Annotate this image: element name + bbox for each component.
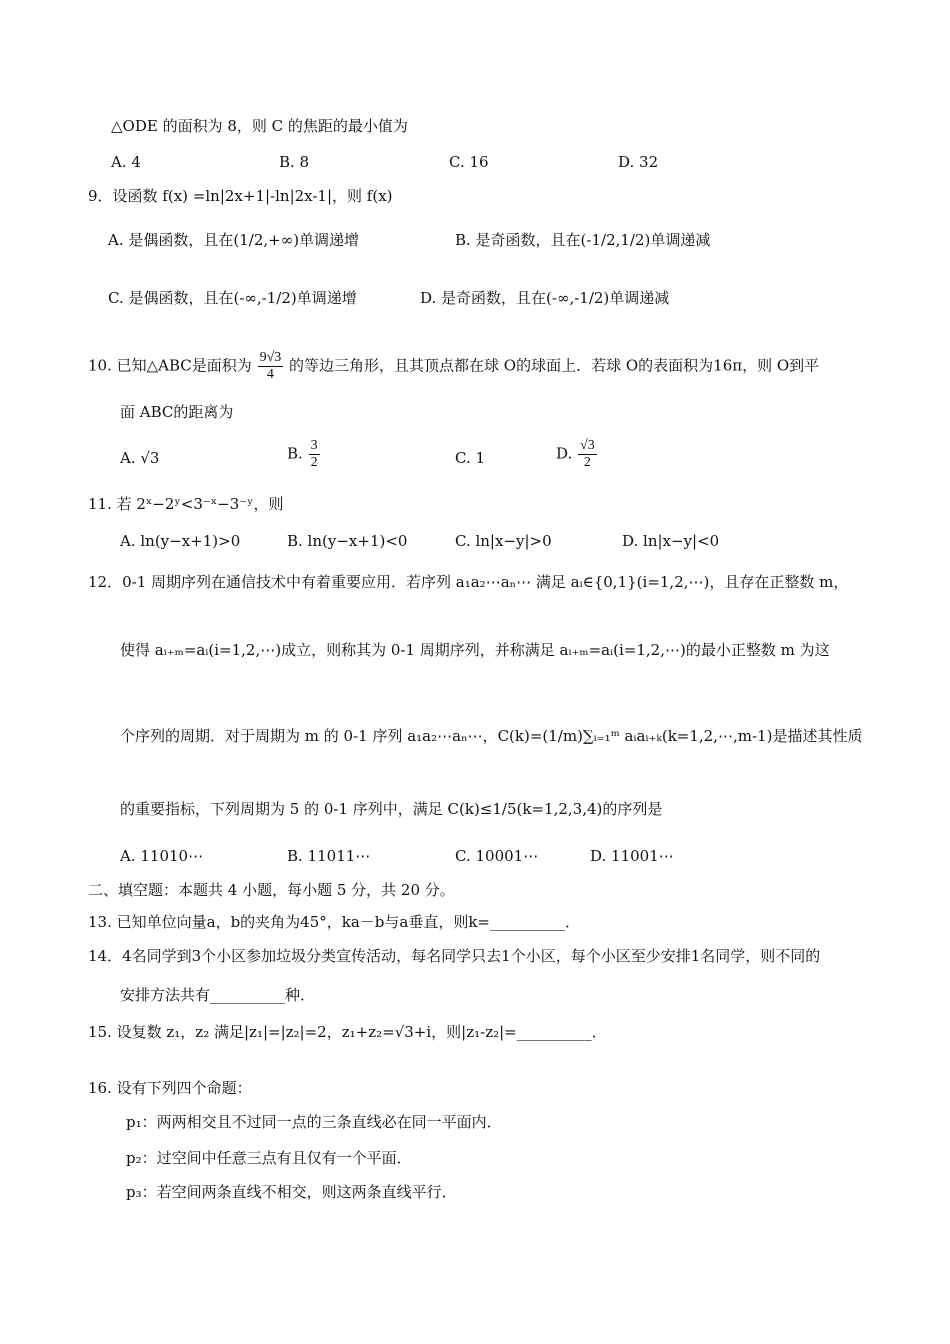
section2-heading: 二、填空题：本题共 4 小题，每小题 5 分，共 20 分。 — [88, 881, 455, 899]
q12-line4: 的重要指标，下列周期为 5 的 0-1 序列中，满足 C(k)≤1/5(k=1,2,3,4)的序列是 — [120, 800, 663, 818]
q9-stem: 9．设函数 f(x) =ln|2x+1|-ln|2x-1|，则 f(x) — [88, 187, 393, 205]
q11-stem: 11. 若 2ˣ−2ʸ<3⁻ˣ−3⁻ʸ，则 — [88, 495, 284, 513]
q16-p3: p₃：若空间两条直线不相交，则这两条直线平行． — [126, 1183, 457, 1201]
q10-stem-part-b: 的等边三角形，且其顶点都在球 O的球面上．若球 O的表面积为16π，则 O到平 — [289, 356, 820, 375]
q10-area-denominator: 4 — [266, 367, 274, 382]
q10-option-a: A. √3 — [120, 449, 160, 467]
q11-option-a: A. ln(y−x+1)>0 — [120, 532, 241, 550]
q11-option-d: D. ln|x−y|<0 — [622, 532, 720, 550]
q9-option-c: C. 是偶函数，且在(-∞,-1/2)单调递增 — [108, 289, 357, 307]
q10-option-d-label: D. — [556, 444, 573, 463]
q9-option-d: D. 是奇函数，且在(-∞,-1/2)单调递减 — [420, 289, 670, 307]
q12-line3: 个序列的周期．对于周期为 m 的 0-1 序列 a₁a₂⋯aₙ⋯，C(k)=(1/m)∑ᵢ₌₁ᵐ aᵢaᵢ₊ₖ(k=1,2,⋯,m-1)是描述其性质 — [120, 727, 863, 745]
q13-stem: 13. 已知单位向量a，b的夹角为45°，ka－b与a垂直，则k=__________． — [88, 913, 580, 931]
q12-option-c: C. 10001⋯ — [455, 847, 539, 865]
q9-option-a: A. 是偶函数，且在(1/2,+∞)单调递增 — [108, 231, 360, 249]
q10-area-numerator: 9√3 — [259, 350, 282, 365]
q10-option-d-fraction — [578, 438, 597, 471]
q10-option-d-numerator: √3 — [580, 438, 595, 453]
q10-option-b-label: B. — [287, 444, 303, 463]
q16-p2: p₂：过空间中任意三点有且仅有一个平面． — [126, 1149, 412, 1167]
q14-line1: 14．4名同学到3个小区参加垃圾分类宣传活动，每名同学只去1个小区，每个小区至少安排1名同学，则不同的 — [88, 947, 821, 965]
q10-option-b-denominator: 2 — [310, 455, 318, 470]
q10-stem-line1 — [88, 350, 819, 383]
q12-line1: 12．0-1 周期序列在通信技术中有着重要应用．若序列 a₁a₂⋯aₙ⋯ 满足 aᵢ∈{0,1}(i=1,2,⋯)，且存在正整数 m， — [88, 573, 849, 591]
q9-option-b: B. 是奇函数，且在(-1/2,1/2)单调递减 — [455, 231, 711, 249]
q14-line2: 安排方法共有__________种． — [120, 986, 316, 1004]
q8-stem-tail: △ODE 的面积为 8，则 C 的焦距的最小值为 — [111, 117, 408, 135]
q12-option-d: D. 11001⋯ — [590, 847, 674, 865]
q10-option-c: C. 1 — [455, 449, 486, 467]
q12-option-a: A. 11010⋯ — [120, 847, 204, 865]
q16-p1: p₁：两两相交且不过同一点的三条直线必在同一平面内． — [126, 1113, 502, 1131]
q11-option-b: B. ln(y−x+1)<0 — [287, 532, 408, 550]
q8-option-d: D. 32 — [618, 153, 659, 171]
q10-stem-line2: 面 ABC的距离为 — [120, 403, 234, 421]
q11-option-c: C. ln|x−y|>0 — [455, 532, 552, 550]
q10-option-b-fraction — [309, 438, 320, 471]
q10-stem-part-a: 10. 已知△ABC是面积为 — [88, 356, 252, 375]
q12-line2: 使得 aᵢ₊ₘ=aᵢ(i=1,2,⋯)成立，则称其为 0-1 周期序列，并称满足 aᵢ₊ₘ=aᵢ(i=1,2,⋯)的最小正整数 m 为这 — [120, 641, 830, 659]
q10-area-fraction — [258, 350, 284, 383]
q10-option-b — [287, 438, 321, 471]
q10-option-d — [556, 438, 598, 471]
q15-stem: 15. 设复数 z₁，z₂ 满足|z₁|=|z₂|=2，z₁+z₂=√3+i，则|z₁-z₂|=__________． — [88, 1023, 607, 1041]
q10-option-d-denominator: 2 — [583, 455, 591, 470]
q10-option-b-numerator: 3 — [310, 438, 318, 453]
q8-option-b: B. 8 — [279, 153, 310, 171]
q16-stem: 16. 设有下列四个命题： — [88, 1079, 252, 1097]
q8-option-a: A. 4 — [111, 153, 141, 171]
q12-option-b: B. 11011⋯ — [287, 847, 371, 865]
q8-option-c: C. 16 — [449, 153, 489, 171]
